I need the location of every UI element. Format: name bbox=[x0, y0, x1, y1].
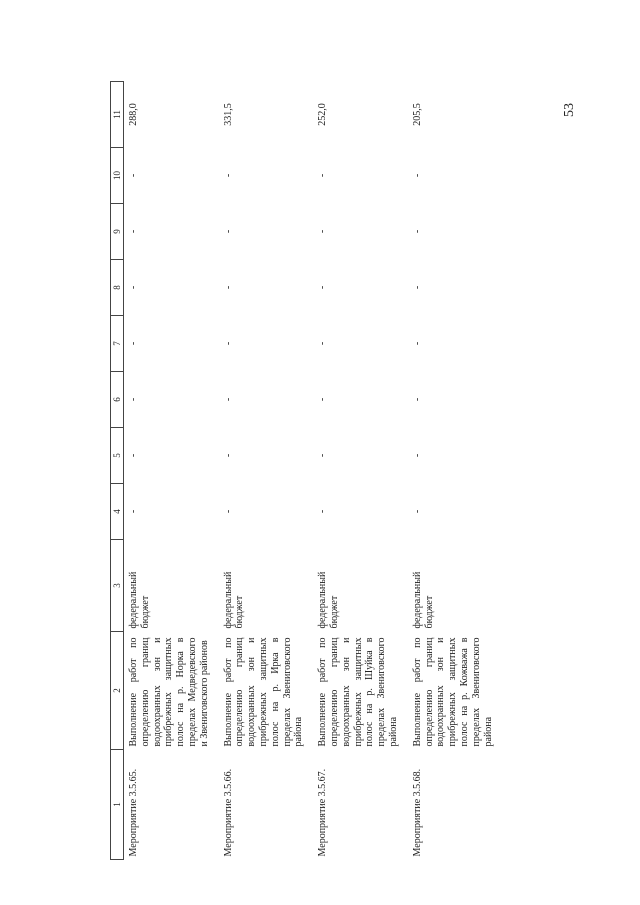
col-header-1: 1 bbox=[111, 750, 124, 860]
table-row bbox=[408, 82, 503, 860]
cell-col10: - bbox=[222, 173, 234, 178]
cell-col9: - bbox=[222, 229, 234, 234]
cell-col6: - bbox=[128, 397, 139, 402]
table-row bbox=[124, 82, 219, 860]
measure-description: Выполнение работ по определению границ водоохранных зон и прибрежных защитных полос на р. Шуйка в пределах Звениговского района bbox=[317, 637, 399, 747]
cell-col6: - bbox=[317, 397, 329, 402]
cell-col7: - bbox=[222, 341, 234, 346]
column-number-header bbox=[111, 82, 124, 860]
cell-col8: - bbox=[411, 285, 423, 290]
cell-col10: - bbox=[317, 173, 329, 178]
measure-id: Мероприятие 3.5.66. bbox=[222, 768, 234, 857]
rotated-table-container bbox=[110, 90, 494, 860]
cell-col9: - bbox=[317, 229, 329, 234]
page-number: 53 bbox=[562, 103, 577, 117]
measure-id: Мероприятие 3.5.68. bbox=[411, 768, 423, 857]
cell-col7: - bbox=[411, 341, 423, 346]
col-header-11: 11 bbox=[111, 82, 124, 148]
cell-col6: - bbox=[411, 397, 423, 402]
cell-total: 205,5 bbox=[411, 103, 423, 126]
cell-col8: - bbox=[222, 285, 234, 290]
cell-col8: - bbox=[128, 285, 139, 290]
cell-col5: - bbox=[411, 453, 423, 458]
cell-total: 252,0 bbox=[317, 103, 329, 126]
measure-description: Выполнение работ по определению границ водоохранных зон и прибрежных защитных полос на р. Норка в пределах Медведевского и Звениговского районов bbox=[128, 637, 210, 747]
funding-source: федеральный бюджет bbox=[128, 571, 151, 629]
col-header-6: 6 bbox=[111, 372, 124, 428]
cell-col7: - bbox=[317, 341, 329, 346]
cell-total: 331,5 bbox=[222, 103, 234, 126]
col-header-4: 4 bbox=[111, 484, 124, 540]
cell-total: 288,0 bbox=[128, 103, 139, 126]
measure-description: Выполнение работ по определению границ водоохранных зон и прибрежных защитных полос на р. Кожважа в пределах Звениговского района bbox=[411, 637, 494, 747]
measure-id: Мероприятие 3.5.65. bbox=[128, 768, 139, 857]
cell-col5: - bbox=[317, 453, 329, 458]
table-row bbox=[313, 82, 408, 860]
cell-col4: - bbox=[222, 509, 234, 514]
cell-col8: - bbox=[317, 285, 329, 290]
funding-source: федеральный бюджет bbox=[222, 571, 246, 629]
cell-col9: - bbox=[128, 229, 139, 234]
measure-id: Мероприятие 3.5.67. bbox=[317, 768, 329, 857]
col-header-3: 3 bbox=[111, 540, 124, 632]
cell-col10: - bbox=[128, 173, 139, 178]
cell-col4: - bbox=[317, 509, 329, 514]
cell-col9: - bbox=[411, 229, 423, 234]
cell-col5: - bbox=[128, 453, 139, 458]
col-header-5: 5 bbox=[111, 428, 124, 484]
col-header-10: 10 bbox=[111, 148, 124, 204]
col-header-2: 2 bbox=[111, 632, 124, 750]
cell-col10: - bbox=[411, 173, 423, 178]
cell-col7: - bbox=[128, 341, 139, 346]
cell-col5: - bbox=[222, 453, 234, 458]
col-header-7: 7 bbox=[111, 316, 124, 372]
funding-source: федеральный бюджет bbox=[411, 571, 435, 629]
measure-description: Выполнение работ по определению границ водоохранных зон и прибрежных защитных полос на р. Ирка в пределах Звениговского района bbox=[222, 637, 305, 747]
cell-col4: - bbox=[128, 509, 139, 514]
cell-col4: - bbox=[411, 509, 423, 514]
col-header-8: 8 bbox=[111, 260, 124, 316]
col-header-9: 9 bbox=[111, 204, 124, 260]
table-row bbox=[219, 82, 314, 860]
funding-source: федеральный бюджет bbox=[317, 571, 340, 629]
cell-col6: - bbox=[222, 397, 234, 402]
measures-table bbox=[110, 81, 502, 860]
